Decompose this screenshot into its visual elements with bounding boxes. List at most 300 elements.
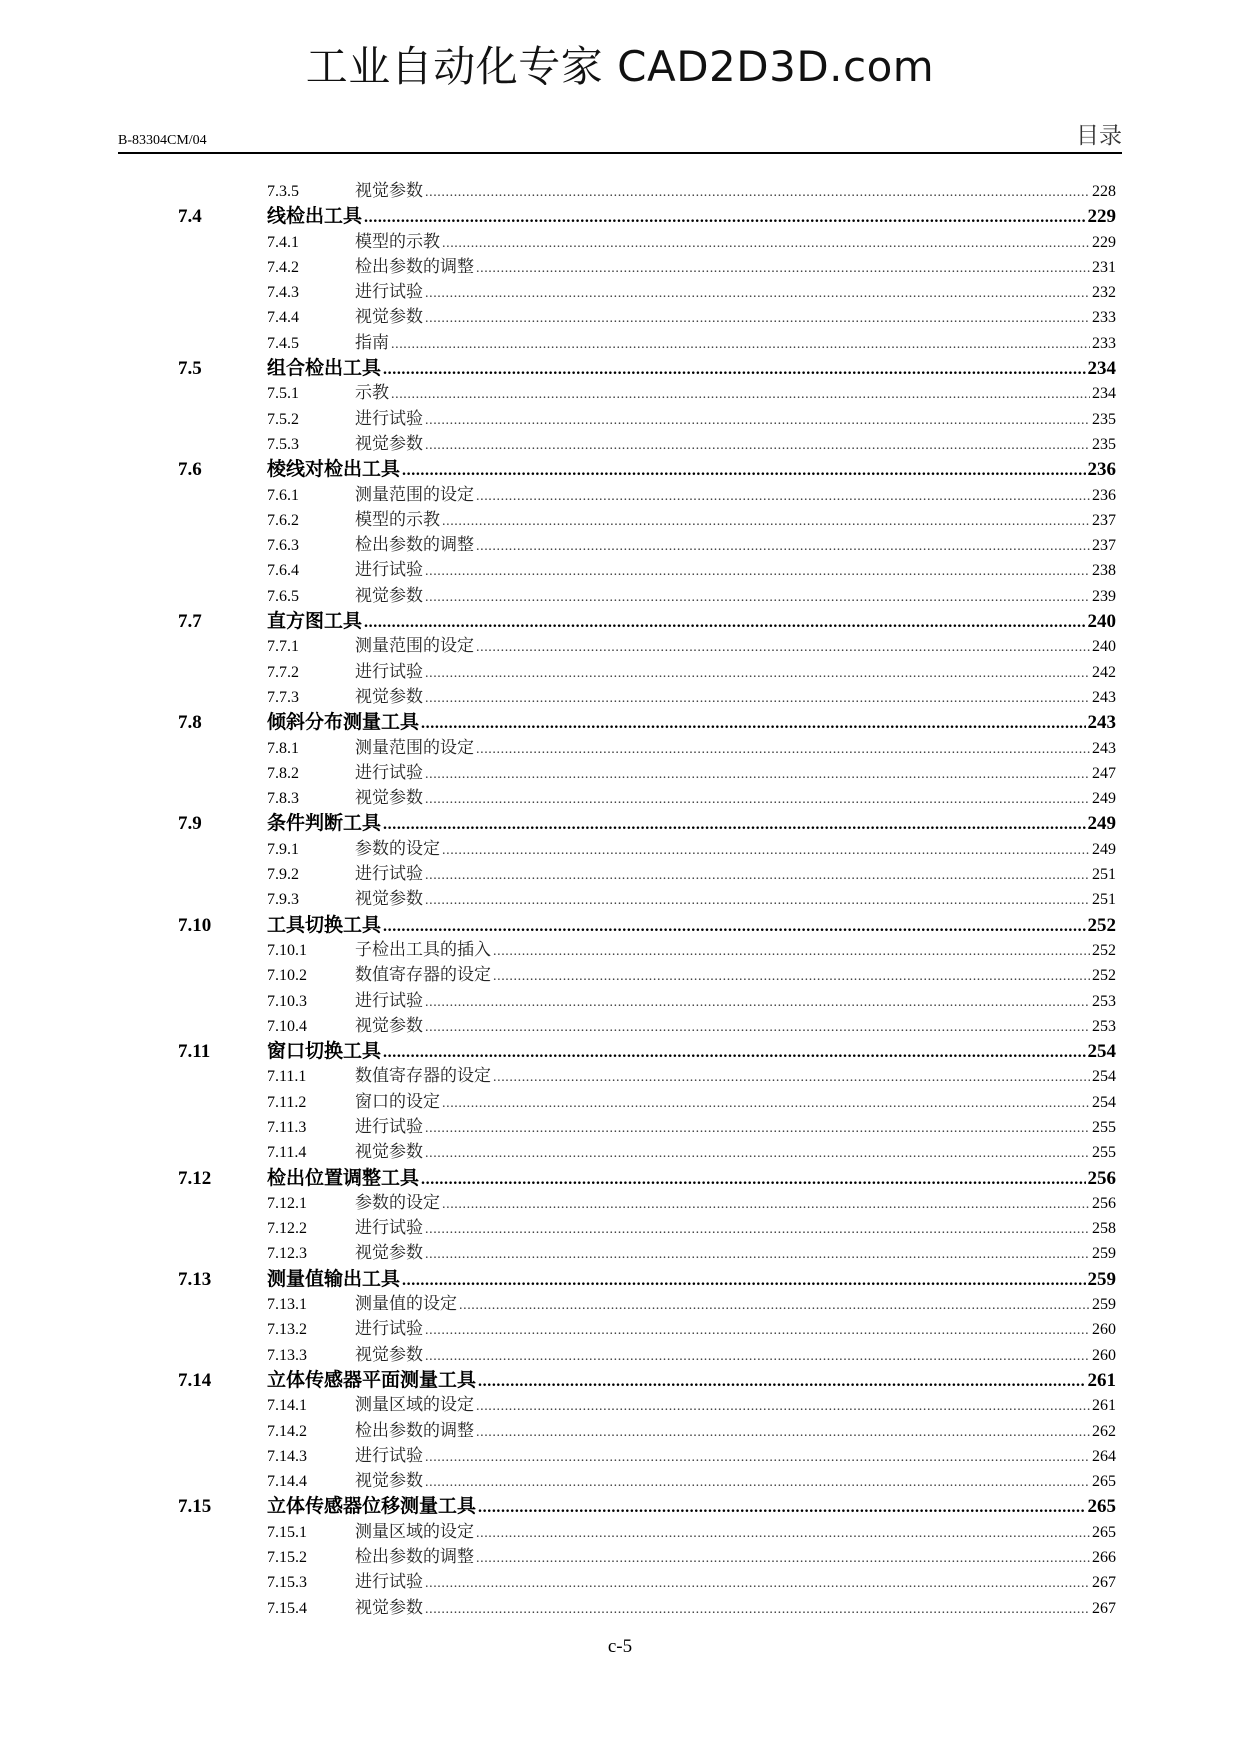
toc-entry-page-number[interactable]: 235 (1092, 435, 1116, 453)
toc-entry-page-number[interactable]: 267 (1092, 1599, 1116, 1617)
toc-section-row[interactable] (0, 457, 1240, 482)
toc-entry-line (355, 1570, 1116, 1596)
toc-entry-number: 7.7.3 (267, 688, 299, 706)
toc-section-row[interactable] (0, 913, 1240, 938)
toc-entry-title[interactable]: 测量区域的设定 (355, 1521, 474, 1542)
toc-entry-number: 7.4.2 (267, 258, 299, 276)
toc-entry-page-number[interactable]: 261 (1092, 1397, 1116, 1415)
toc-entry-page-number[interactable]: 260 (1092, 1346, 1116, 1364)
toc-section-row[interactable] (0, 204, 1240, 229)
dot-leader (459, 1293, 1090, 1318)
toc-entry-page-number[interactable]: 260 (1092, 1321, 1116, 1339)
toc-entry-number: 7.10.4 (267, 1017, 307, 1035)
dot-leader (383, 357, 1085, 382)
dot-leader (425, 180, 1090, 205)
toc-section-row[interactable] (0, 710, 1240, 735)
toc-entry-title[interactable]: 模型的示教 (355, 509, 440, 530)
toc-subsection-row[interactable] (0, 533, 1240, 558)
toc-entry-number: 7.8 (178, 712, 202, 734)
toc-entry-number: 7.9 (178, 813, 202, 835)
toc-entry-title[interactable]: 倾斜分布测量工具 (267, 711, 420, 734)
dot-leader (383, 812, 1085, 837)
toc-entry-title[interactable]: 检出参数的调整 (355, 256, 474, 277)
toc-subsection-row[interactable] (0, 989, 1240, 1014)
toc-entry-line (355, 1014, 1116, 1040)
toc-entry-line (355, 1241, 1116, 1267)
toc-entry-title[interactable]: 视觉参数 (355, 1015, 423, 1036)
dot-leader (442, 1192, 1090, 1217)
toc-subsection-row[interactable] (0, 1596, 1240, 1621)
toc-entry-number: 7.13.1 (267, 1296, 307, 1314)
toc-entry-number: 7.11.2 (267, 1093, 307, 1111)
toc-entry-page-number[interactable]: 254 (1087, 1041, 1116, 1063)
toc-subsection-row[interactable] (0, 558, 1240, 583)
toc-entry-title[interactable]: 棱线对检出工具 (267, 458, 401, 481)
toc-entry-page-number[interactable]: 233 (1092, 334, 1116, 352)
toc-entry-page-number[interactable]: 259 (1092, 1245, 1116, 1263)
toc-entry-title[interactable]: 窗口的设定 (355, 1091, 440, 1112)
toc-entry-number: 7.4.1 (267, 233, 299, 251)
toc-subsection-row[interactable] (0, 584, 1240, 609)
dot-leader (476, 534, 1090, 559)
dot-leader (442, 231, 1090, 256)
dot-leader (421, 711, 1085, 736)
page-header (118, 112, 1122, 154)
dot-leader (425, 863, 1090, 888)
toc-entry-title[interactable]: 检出参数的调整 (355, 535, 474, 556)
toc-entry-title[interactable]: 数值寄存器的设定 (355, 965, 491, 986)
toc-entry-line (355, 837, 1116, 863)
dot-leader (442, 509, 1090, 534)
dot-leader (476, 1546, 1090, 1571)
toc-entry-line (355, 558, 1116, 584)
dot-leader (425, 686, 1090, 711)
toc-entry-title[interactable]: 测量范围的设定 (355, 636, 474, 657)
toc-entry-number: 7.8.3 (267, 790, 299, 808)
toc-entry-line (355, 761, 1116, 787)
toc-subsection-row[interactable] (0, 1343, 1240, 1368)
toc-entry-number: 7.10.1 (267, 941, 307, 959)
toc-entry-title[interactable]: 检出参数的调整 (355, 1420, 474, 1441)
toc-entry-page-number[interactable]: 256 (1092, 1194, 1116, 1212)
dot-leader (391, 332, 1090, 357)
toc-entry-title[interactable]: 进行试验 (355, 560, 423, 581)
toc-entry-title[interactable]: 进行试验 (355, 1572, 423, 1593)
toc-entry-page-number[interactable]: 266 (1092, 1549, 1116, 1567)
toc-section-row[interactable] (0, 1166, 1240, 1191)
toc-entry-number: 7.15.2 (267, 1549, 307, 1567)
toc-entry-title[interactable]: 视觉参数 (355, 788, 423, 809)
toc-entry-page-number[interactable]: 252 (1087, 914, 1116, 936)
toc-entry-number: 7.13.3 (267, 1346, 307, 1364)
dot-leader (425, 888, 1090, 913)
page-number: c-5 (607, 1636, 633, 1657)
toc-entry-number: 7.10.3 (267, 992, 307, 1010)
toc-entry-page-number[interactable]: 264 (1092, 1447, 1116, 1465)
dot-leader (493, 939, 1090, 964)
toc-entry-page-number[interactable]: 229 (1087, 206, 1116, 228)
toc-entry-page-number[interactable]: 256 (1087, 1167, 1116, 1189)
toc-entry-page-number[interactable]: 243 (1087, 712, 1116, 734)
dot-leader (425, 661, 1090, 686)
toc-entry-line (267, 710, 1116, 736)
toc-entry-title[interactable]: 参数的设定 (355, 1192, 440, 1213)
toc-entry-title[interactable]: 视觉参数 (355, 889, 423, 910)
toc-subsection-row[interactable] (0, 660, 1240, 685)
toc-entry-line (355, 1419, 1116, 1445)
toc-entry-page-number[interactable]: 267 (1092, 1574, 1116, 1592)
toc-entry-page-number[interactable]: 237 (1092, 537, 1116, 555)
toc-entry-title[interactable]: 窗口切换工具 (267, 1040, 382, 1063)
toc-entry-page-number[interactable]: 231 (1092, 258, 1116, 276)
toc-entry-title[interactable]: 进行试验 (355, 1218, 423, 1239)
toc-subsection-row[interactable] (0, 432, 1240, 457)
toc-entry-title[interactable]: 进行试验 (355, 1319, 423, 1340)
dot-leader (476, 737, 1090, 762)
toc-entry-number: 7.6.1 (267, 486, 299, 504)
toc-entry-page-number[interactable]: 259 (1087, 1268, 1116, 1290)
toc-entry-title[interactable]: 立体传感器平面测量工具 (267, 1368, 477, 1391)
toc-subsection-row[interactable] (0, 736, 1240, 761)
toc-subsection-row[interactable] (0, 381, 1240, 406)
toc-entry-line (355, 407, 1116, 433)
toc-entry-line (267, 1494, 1116, 1520)
toc-subsection-row[interactable] (0, 331, 1240, 356)
dot-leader (476, 256, 1090, 281)
section-title: 目录 (1076, 123, 1122, 149)
toc-entry-page-number[interactable]: 255 (1092, 1144, 1116, 1162)
dot-leader (442, 838, 1090, 863)
toc-entry-number: 7.5.1 (267, 385, 299, 403)
toc-entry-line (355, 584, 1116, 610)
toc-subsection-row[interactable] (0, 1090, 1240, 1115)
toc-entry-page-number[interactable]: 252 (1092, 967, 1116, 985)
toc-subsection-row[interactable] (0, 230, 1240, 255)
dot-leader (425, 1015, 1090, 1040)
toc-entry-page-number[interactable]: 237 (1092, 511, 1116, 529)
toc-entry-number: 7.10.2 (267, 967, 307, 985)
toc-entry-page-number[interactable]: 265 (1092, 1523, 1116, 1541)
toc-subsection-row[interactable] (0, 1545, 1240, 1570)
toc-entry-number: 7.3.5 (267, 183, 299, 200)
toc-entry-page-number[interactable]: 243 (1092, 688, 1116, 706)
toc-entry-number: 7.14.3 (267, 1447, 307, 1465)
toc-entry-title[interactable]: 条件判断工具 (267, 812, 382, 835)
toc-entry-page-number[interactable]: 242 (1092, 663, 1116, 681)
toc-entry-number: 7.12.1 (267, 1194, 307, 1212)
toc-entry-number: 7.4.5 (267, 334, 299, 352)
toc-entry-number: 7.15.4 (267, 1599, 307, 1617)
toc-entry-title[interactable]: 进行试验 (355, 864, 423, 885)
toc-entry-line (355, 887, 1116, 913)
toc-entry-number: 7.11 (178, 1041, 211, 1063)
toc-entry-line (355, 381, 1116, 407)
toc-subsection-row[interactable] (0, 837, 1240, 862)
toc-entry-page-number[interactable]: 253 (1092, 992, 1116, 1010)
toc-entry-line (355, 1545, 1116, 1571)
dot-leader (425, 1217, 1090, 1242)
toc-entry-line (267, 356, 1116, 382)
toc-entry-line (355, 280, 1116, 306)
toc-subsection-row[interactable] (0, 862, 1240, 887)
toc-entry-page-number[interactable]: 249 (1092, 840, 1116, 858)
toc-subsection-row[interactable] (0, 179, 1240, 204)
dot-leader (493, 964, 1090, 989)
toc-entry-title[interactable]: 视觉参数 (355, 585, 423, 606)
toc-entry-page-number[interactable]: 243 (1092, 739, 1116, 757)
toc-entry-title[interactable]: 工具切换工具 (267, 913, 382, 936)
toc-entry-title[interactable]: 进行试验 (355, 1116, 423, 1137)
toc-entry-line (355, 938, 1116, 964)
toc-entry-line (355, 432, 1116, 458)
toc-entry-line (355, 230, 1116, 256)
toc-entry-line (355, 533, 1116, 559)
toc-entry-title[interactable]: 视觉参数 (355, 1142, 423, 1163)
dot-leader (478, 1495, 1085, 1520)
toc-section-row[interactable] (0, 609, 1240, 634)
toc-subsection-row[interactable] (0, 1570, 1240, 1595)
toc-subsection-row[interactable] (0, 483, 1240, 508)
toc-entry-title[interactable]: 示教 (355, 383, 389, 404)
toc-entry-number: 7.12.3 (267, 1245, 307, 1263)
toc-entry-title[interactable]: 测量区域的设定 (355, 1395, 474, 1416)
toc-subsection-row[interactable] (0, 1115, 1240, 1140)
toc-subsection-row[interactable] (0, 305, 1240, 330)
dot-leader (476, 635, 1090, 660)
toc-entry-title[interactable]: 立体传感器位移测量工具 (267, 1495, 477, 1518)
toc-subsection-row[interactable] (0, 1444, 1240, 1469)
dot-leader (402, 1268, 1085, 1293)
toc-subsection-row[interactable] (0, 761, 1240, 786)
dot-leader (364, 205, 1085, 230)
toc-entry-line (267, 913, 1116, 939)
dot-leader (425, 990, 1090, 1015)
toc-entry-line (355, 305, 1116, 331)
toc-entry-page-number[interactable]: 265 (1092, 1473, 1116, 1491)
toc-entry-title[interactable]: 线检出工具 (267, 205, 363, 228)
toc-entry-page-number[interactable]: 234 (1087, 358, 1116, 380)
toc-entry-title[interactable]: 视觉参数 (355, 1597, 423, 1618)
toc-entry-title[interactable]: 进行试验 (355, 762, 423, 783)
toc-entry-page-number[interactable]: 258 (1092, 1220, 1116, 1238)
toc-subsection-row[interactable] (0, 508, 1240, 533)
toc-entry-title[interactable]: 视觉参数 (355, 686, 423, 707)
toc-entry-page-number[interactable]: 240 (1092, 638, 1116, 656)
toc-subsection-row[interactable] (0, 1393, 1240, 1418)
toc-entry-number: 7.12.2 (267, 1220, 307, 1238)
toc-entry-number: 7.9.1 (267, 840, 299, 858)
toc-entry-page-number[interactable]: 255 (1092, 1118, 1116, 1136)
toc-entry-line (267, 609, 1116, 635)
toc-entry-page-number[interactable]: 249 (1092, 790, 1116, 808)
toc-entry-line (355, 1520, 1116, 1546)
toc-entry-title[interactable]: 视觉参数 (355, 1471, 423, 1492)
dot-leader (476, 1521, 1090, 1546)
toc-entry-title[interactable]: 视觉参数 (355, 1243, 423, 1264)
toc-entry-page-number[interactable]: 251 (1092, 866, 1116, 884)
dot-leader (425, 787, 1090, 812)
toc-entry-page-number[interactable]: 234 (1092, 385, 1116, 403)
dot-leader (425, 585, 1090, 610)
toc-subsection-row[interactable] (0, 280, 1240, 305)
dot-leader (425, 408, 1090, 433)
toc-entry-title[interactable]: 进行试验 (355, 661, 423, 682)
dot-leader (425, 559, 1090, 584)
toc-entry-line (355, 1292, 1116, 1318)
toc-entry-line (355, 1090, 1116, 1116)
toc-entry-page-number[interactable]: 249 (1087, 813, 1116, 835)
toc-entry-line (355, 508, 1116, 534)
toc-entry-page-number[interactable]: 238 (1092, 562, 1116, 580)
toc-entry-page-number[interactable]: 229 (1092, 233, 1116, 251)
toc-subsection-row[interactable] (0, 1419, 1240, 1444)
toc-entry-title[interactable]: 视觉参数 (355, 1344, 423, 1365)
dot-leader (425, 1597, 1090, 1622)
toc-entry-title[interactable]: 测量值的设定 (355, 1294, 457, 1315)
toc-entry-line (355, 1140, 1116, 1166)
toc-subsection-row[interactable] (0, 1014, 1240, 1039)
dot-leader (425, 1445, 1090, 1470)
toc-section-row[interactable] (0, 1368, 1240, 1393)
dot-leader (425, 1344, 1090, 1369)
toc-entry-number: 7.6.2 (267, 511, 299, 529)
toc-subsection-row[interactable] (0, 1241, 1240, 1266)
toc-entry-title[interactable]: 模型的示教 (355, 231, 440, 252)
dot-leader (425, 1116, 1090, 1141)
toc-entry-line (355, 963, 1116, 989)
toc-subsection-row[interactable] (0, 1317, 1240, 1342)
dot-leader (476, 484, 1090, 509)
toc-entry-line (355, 1469, 1116, 1495)
toc-entry-number: 7.10 (178, 914, 212, 936)
toc-entry-page-number[interactable]: 259 (1092, 1296, 1116, 1314)
toc-subsection-row[interactable] (0, 1216, 1240, 1241)
toc-entry-page-number[interactable]: 239 (1092, 587, 1116, 605)
toc-entry-title[interactable]: 参数的设定 (355, 838, 440, 859)
document-code: B-83304CM/04 (118, 133, 207, 148)
toc-entry-line (355, 1393, 1116, 1419)
dot-leader (391, 382, 1090, 407)
toc-entry-number: 7.4 (178, 206, 202, 228)
toc-entry-title[interactable]: 数值寄存器的设定 (355, 1066, 491, 1087)
toc-entry-title[interactable]: 进行试验 (355, 282, 423, 303)
toc-entry-title[interactable]: 进行试验 (355, 990, 423, 1011)
toc-entry-number: 7.14.2 (267, 1422, 307, 1440)
toc-entry-number: 7.6.3 (267, 537, 299, 555)
toc-entry-title[interactable]: 进行试验 (355, 408, 423, 429)
toc-entry-title[interactable]: 测量值输出工具 (267, 1267, 401, 1290)
toc-section-row[interactable] (0, 811, 1240, 836)
toc-subsection-row[interactable] (0, 1469, 1240, 1494)
toc-subsection-row[interactable] (0, 1191, 1240, 1216)
toc-subsection-row[interactable] (0, 255, 1240, 280)
toc-entry-line (355, 1317, 1116, 1343)
toc-subsection-row[interactable] (0, 685, 1240, 710)
dot-leader (402, 458, 1085, 483)
toc-entry-page-number[interactable]: 254 (1092, 1068, 1116, 1086)
toc-entry-title[interactable]: 指南 (355, 332, 389, 353)
dot-leader (425, 1571, 1090, 1596)
toc-entry-number: 7.15.1 (267, 1523, 307, 1541)
toc-entry-title[interactable]: 测量范围的设定 (355, 484, 474, 505)
dot-leader (425, 1141, 1090, 1166)
toc-entry-page-number[interactable]: 240 (1087, 611, 1116, 633)
toc-entry-page-number[interactable]: 252 (1092, 941, 1116, 959)
toc-entry-line (355, 634, 1116, 660)
toc-entry-number: 7.11.1 (267, 1068, 307, 1086)
toc-entry-number: 7.8.1 (267, 739, 299, 757)
toc-entry-number: 7.9.3 (267, 891, 299, 909)
toc-entry-page-number[interactable]: 251 (1092, 891, 1116, 909)
toc-subsection-row[interactable] (0, 407, 1240, 432)
dot-leader (442, 1091, 1090, 1116)
toc-entry-title[interactable]: 视觉参数 (355, 307, 423, 328)
dot-leader (425, 433, 1090, 458)
toc-entry-page-number[interactable]: 236 (1087, 459, 1116, 481)
toc-entry-number: 7.6 (178, 459, 202, 481)
dot-leader (476, 1420, 1090, 1445)
toc-entry-page-number[interactable]: 253 (1092, 1017, 1116, 1035)
toc-entry-title[interactable]: 检出位置调整工具 (267, 1166, 420, 1189)
toc-subsection-row[interactable] (0, 634, 1240, 659)
toc-entry-title[interactable]: 视觉参数 (355, 181, 423, 201)
toc-entry-page-number[interactable]: 247 (1092, 764, 1116, 782)
toc-entry-number: 7.14 (178, 1369, 212, 1391)
dot-leader (425, 762, 1090, 787)
toc-entry-number: 7.12 (178, 1167, 212, 1189)
toc-subsection-row[interactable] (0, 1520, 1240, 1545)
toc-entry-page-number[interactable]: 236 (1092, 486, 1116, 504)
toc-entry-number: 7.5 (178, 358, 202, 380)
toc-entry-number: 7.14.4 (267, 1473, 307, 1491)
toc-entry-page-number[interactable]: 228 (1092, 183, 1116, 200)
toc-subsection-row[interactable] (0, 963, 1240, 988)
toc-entry-line (355, 660, 1116, 686)
toc-subsection-row[interactable] (0, 1292, 1240, 1317)
toc-section-row[interactable] (0, 1494, 1240, 1519)
toc-section-row[interactable] (0, 356, 1240, 381)
toc-entry-page-number[interactable]: 261 (1087, 1369, 1116, 1391)
toc-subsection-row[interactable] (0, 938, 1240, 963)
toc-subsection-row[interactable] (0, 887, 1240, 912)
toc-entry-number: 7.13.2 (267, 1321, 307, 1339)
toc-entry-title[interactable]: 子检出工具的插入 (355, 939, 491, 960)
toc-entry-title[interactable]: 检出参数的调整 (355, 1547, 474, 1568)
dot-leader (383, 1040, 1085, 1065)
toc-entry-title[interactable]: 视觉参数 (355, 433, 423, 454)
toc-section-row[interactable] (0, 1267, 1240, 1292)
dot-leader (425, 281, 1090, 306)
toc-entry-page-number[interactable]: 265 (1087, 1496, 1116, 1518)
toc-entry-title[interactable]: 组合检出工具 (267, 357, 382, 380)
toc-entry-page-number[interactable]: 254 (1092, 1093, 1116, 1111)
toc-subsection-row[interactable] (0, 1064, 1240, 1089)
dot-leader (478, 1369, 1085, 1394)
dot-leader (421, 1167, 1085, 1192)
toc-entry-page-number[interactable]: 235 (1092, 410, 1116, 428)
toc-entry-title[interactable]: 进行试验 (355, 1445, 423, 1466)
toc-entry-page-number[interactable]: 262 (1092, 1422, 1116, 1440)
toc-subsection-row[interactable] (0, 786, 1240, 811)
toc-entry-title[interactable]: 直方图工具 (267, 610, 363, 633)
toc-entry-page-number[interactable]: 233 (1092, 309, 1116, 327)
toc-section-row[interactable] (0, 1039, 1240, 1064)
dot-leader (476, 1394, 1090, 1419)
toc-entry-title[interactable]: 测量范围的设定 (355, 737, 474, 758)
toc-entry-page-number[interactable]: 232 (1092, 284, 1116, 302)
toc-subsection-row[interactable] (0, 1140, 1240, 1165)
dot-leader (425, 1242, 1090, 1267)
